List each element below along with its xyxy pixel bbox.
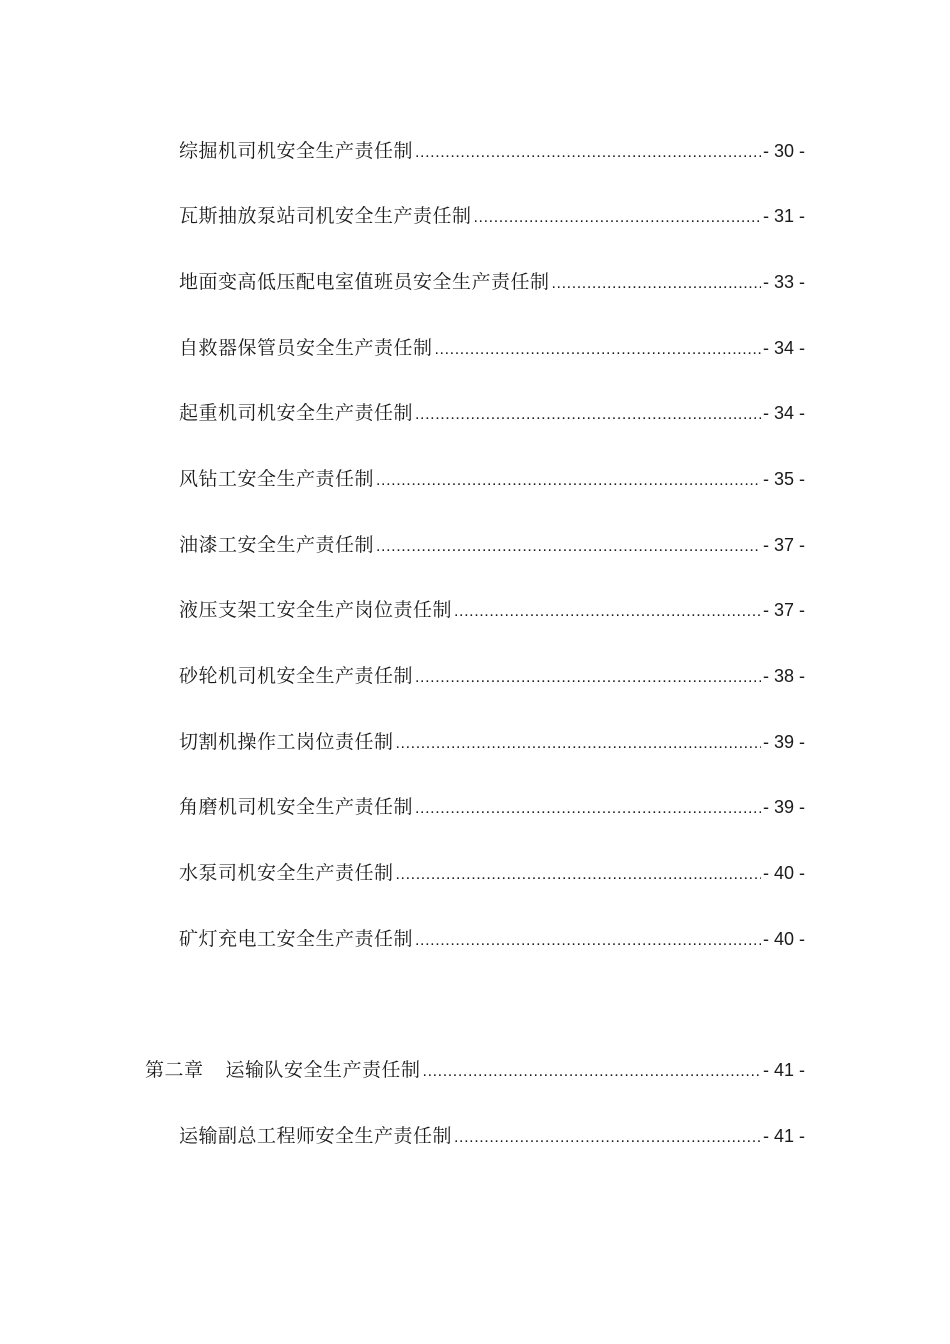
- chapter-number: 第二章: [145, 1059, 204, 1081]
- toc-entry-title: 地面变高低压配电室值班员安全生产责任制: [179, 271, 550, 293]
- toc-entry-title: 矿灯充电工安全生产责任制: [179, 928, 414, 950]
- toc-page-number: - 33 -: [762, 272, 805, 292]
- toc-page-number: - 31 -: [762, 206, 805, 226]
- toc-dot-leader: [415, 400, 761, 430]
- toc-entry[interactable]: [179, 595, 805, 625]
- toc-entry-title: 起重机司机安全生产责任制: [179, 402, 414, 424]
- toc-entry[interactable]: [179, 333, 805, 363]
- toc-entry-title: 综掘机司机安全生产责任制: [179, 140, 414, 162]
- toc-entry-title: 砂轮机司机安全生产责任制: [179, 665, 414, 687]
- toc-entry-title: 风钻工安全生产责任制: [179, 468, 375, 490]
- chapter-title: 运输队安全生产责任制: [225, 1059, 421, 1081]
- toc-page-number: - 35 -: [762, 469, 805, 489]
- toc-page-number: - 39 -: [762, 732, 805, 752]
- toc-page-number: - 39 -: [762, 797, 805, 817]
- toc-entry-title: 角磨机司机安全生产责任制: [179, 796, 414, 818]
- toc-dot-leader: [423, 1057, 761, 1087]
- toc-page-number: - 34 -: [762, 338, 805, 358]
- toc-entry-title: 液压支架工安全生产岗位责任制: [179, 599, 453, 621]
- toc-dot-leader: [454, 597, 761, 627]
- toc-page-number: - 30 -: [762, 141, 805, 161]
- toc-entry[interactable]: [179, 924, 805, 954]
- toc-entry[interactable]: [179, 201, 805, 231]
- toc-page-number: - 37 -: [762, 600, 805, 620]
- toc-dot-leader: [474, 203, 761, 233]
- toc-page-number: - 40 -: [762, 863, 805, 883]
- toc-page-number: - 40 -: [762, 929, 805, 949]
- toc-entry-title: 运输副总工程师安全生产责任制: [179, 1125, 453, 1147]
- toc-dot-leader: [376, 532, 761, 562]
- toc-dot-leader: [396, 860, 761, 890]
- toc-page-number: - 41 -: [762, 1126, 805, 1146]
- toc-entry[interactable]: [179, 858, 805, 888]
- toc-entry[interactable]: [179, 530, 805, 560]
- toc-entry[interactable]: [179, 464, 805, 494]
- toc-dot-leader: [552, 269, 761, 299]
- toc-entry[interactable]: [179, 398, 805, 428]
- toc-entry[interactable]: [179, 792, 805, 822]
- toc-dot-leader: [415, 794, 761, 824]
- toc-entry-title: 切割机操作工岗位责任制: [179, 731, 394, 753]
- toc-page-number: - 38 -: [762, 666, 805, 686]
- toc-dot-leader: [396, 729, 761, 759]
- toc-chapter-entry[interactable]: [145, 1055, 805, 1085]
- toc-dot-leader: [454, 1123, 761, 1153]
- toc-dot-leader: [376, 466, 761, 496]
- toc-dot-leader: [435, 335, 761, 365]
- toc-entry-title: 油漆工安全生产责任制: [179, 534, 375, 556]
- toc-chapter-heading: [145, 1055, 421, 1085]
- toc-page-number: - 37 -: [762, 535, 805, 555]
- toc-entry[interactable]: [179, 661, 805, 691]
- toc-page-number: - 41 -: [762, 1060, 805, 1080]
- toc-page-number: - 34 -: [762, 403, 805, 423]
- toc-entry[interactable]: [179, 136, 805, 166]
- toc-entry[interactable]: [179, 727, 805, 757]
- toc-dot-leader: [415, 926, 761, 956]
- toc-entry-title: 瓦斯抽放泵站司机安全生产责任制: [179, 205, 472, 227]
- toc-entry-title: 水泵司机安全生产责任制: [179, 862, 394, 884]
- toc-dot-leader: [415, 138, 761, 168]
- toc-entry-title: 自救器保管员安全生产责任制: [179, 337, 433, 359]
- toc-entry[interactable]: [179, 1121, 805, 1151]
- toc-dot-leader: [415, 663, 761, 693]
- toc-entry[interactable]: [179, 267, 805, 297]
